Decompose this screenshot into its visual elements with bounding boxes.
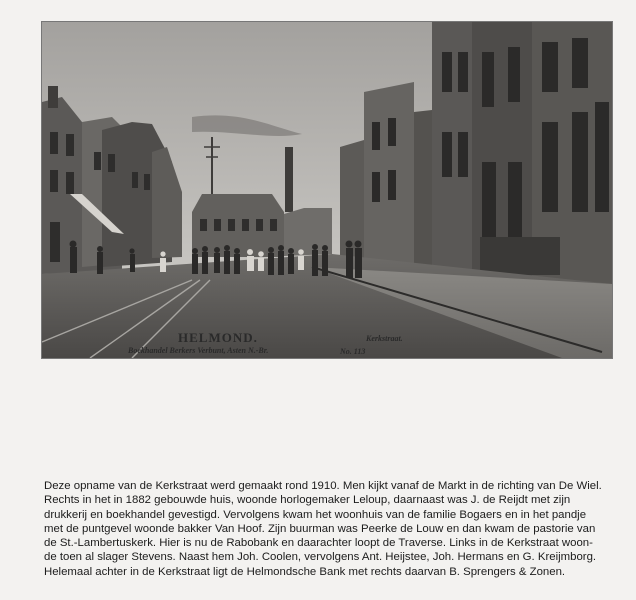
postcard-number: No. 113 [340,347,366,356]
description-line: Deze opname van de Kerkstraat werd gemaakt rond 1910. Men kijkt vanaf de Markt in de richting van De Wiel. [44,480,602,492]
description-line: de toen al slager Stevens. Naast hem Joh. Coolen, vervolgens Ant. Heijstee, Joh. Hermans en G. Kreijmborg. [44,551,597,564]
description-line: Helemaal achter in de Kerkstraat ligt de Helmondsche Bank met rechts daarvan B. Sprengers & Zonen. [44,565,566,578]
postcard-publisher: Boekhandel Berkers Verbunt, Asten N.-Br. [128,346,269,355]
description-line: met de puntgevel woonde bakker Van Hoof. Zijn buurman was Peerke de Louw en dan kwam de pastorie van [44,522,596,535]
description-line: de St.-Lambertuskerk. Hier is nu de Rabobank en daarachter loopt de Traverse. Links in de Kerkstraat woon- [44,537,593,550]
historic-street-photo [42,22,612,358]
postcard-street-name: Kerkstraat. [366,334,403,343]
description-line: Rechts in het in 1882 gebouwde huis, woonde horlogemaker Leloup, daarnaast was J. de Reijdt met zijn [44,494,571,507]
postcard-title: HELMOND. [178,330,258,345]
photo-description [44,479,624,579]
description-line: drukkerij en boekhandel gevestigd. Vervolgens kwam het woonhuis van de familie Bogaers en in het pandje [44,508,587,521]
postcard-caption [42,22,612,358]
